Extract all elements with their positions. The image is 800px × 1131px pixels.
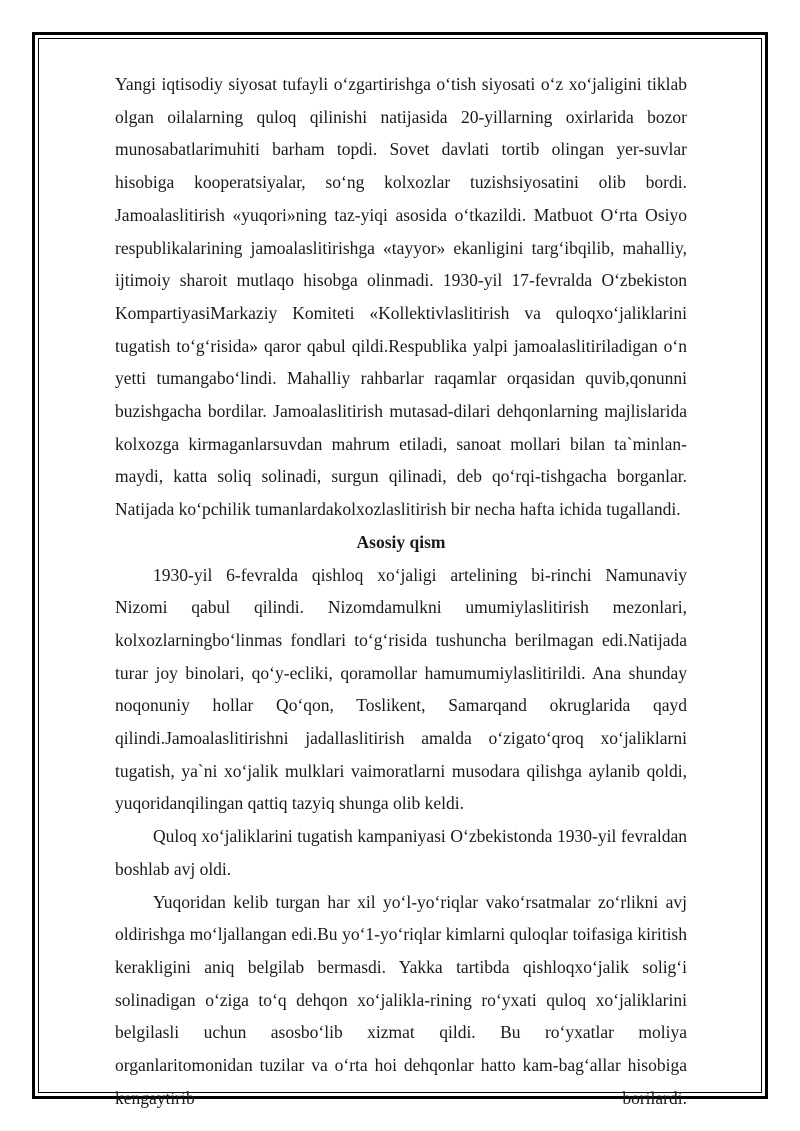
paragraph-quloq-kampaniyasi: Quloq xo‘jaliklarini tugatish kampaniyasi O‘zbekistonda 1930-yil fevraldan boshlab avj oldi.	[115, 826, 687, 879]
paragraph-yo-l-yo-riqlar: Yuqoridan kelib turgan har xil yo‘l-yo‘riqlar vako‘rsatmalar zo‘rlikni avj oldirishga mo‘ljallangan edi.Bu yo‘1-yo‘riqlar kimlarni quloqlar toifasiga kiritish kerakligini aniq belgilab bermasdi. Yakka tartibda qishloqxo‘jalik solig‘i solinadigan o‘ziga to‘q dehqon xo‘jalikla-rining ro‘yxati quloq xo‘jaliklarini belgilasli uchun asosbo‘lib xizmat qildi. Bu ro‘yxatlar moliya organlaritomonidan tuzilar va o‘rta hoi dehqonlar hatto kam-bag‘allar hisobiga kengaytirib borilardi.	[115, 891, 687, 1108]
paragraph-nizom: 1930-yil 6-fevralda qishloq xo‘jaligi artelining bi-rinchi Namunaviy Nizomi qabul qilindi. Nizomdamulkni umumiylaslitirish mezonlari, kolxozlarningbo‘linmas fondlari to‘g‘risida tushuncha berilmagan edi.Natijada turar joy binolari, qo‘y-ecliki, qoramollar hamumumiylaslitirildi. Ana shunday noqonuniy hollar Qo‘qon, Toslikent, Samarqand okruglarida qayd qilindi.Jamoalaslitirishni jadallaslitirish amalda o‘zigato‘qroq xo‘jaliklarni tugatish, ya`ni xo‘jalik mulklari vaimoratlarni musodara qilishga aylanib qoldi, yuqoridanqilingan qattiq tazyiq shunga olib keldi.	[115, 564, 687, 814]
section-heading: Asosiy qism	[356, 531, 446, 552]
document-body	[115, 68, 687, 1115]
intro-paragraph: Yangi iqtisodiy siyosat tufayli o‘zgartirishga o‘tish siyosati o‘z xo‘jaligini tiklab olgan oilalarning quloq qilinishi natijasida 20-yillarning oxirlarida bozor munosabatlarimuhiti barham topdi. Sovet davlati tortib olingan yer-suvlar hisobiga kooperatsiyalar, so‘ng kolxozlar tuzishsiyosatini olib bordi. Jamoalaslitirish «yuqori»ning taz-yiqi asosida o‘tkazildi. Matbuot O‘rta Osiyo respublikalarining jamoalaslitirishga «tayyor» ekanligini targ‘ibqilib, mahalliy, ijtimoiy sharoit mutlaqo hisobga olinmadi. 1930-yil 17-fevralda O‘zbekiston KompartiyasiMarkaziy Komiteti «Kollektivlaslitirish va quloqxo‘jaliklarini tugatish to‘g‘risida» qaror qabul qildi.Respublika yalpi jamoalaslitiriladigan o‘n yetti tumangabo‘lindi. Mahalliy rahbarlar raqamlar orqasidan quvib,qonunni buzishgacha bordilar. Jamoalaslitirish mutasad-dilari dehqonlarning majlislarida kolxozga kirmaganlarsuvdan mahrum etiladi, sanoat mollari bilan ta`minlan-maydi, katta soliq solinadi, surgun qilinadi, deb qo‘rqi-tishgacha borganlar. Natijada ko‘pchilik tumanlardakolxozlaslitirish bir necha hafta ichida tugallandi.	[115, 74, 687, 520]
